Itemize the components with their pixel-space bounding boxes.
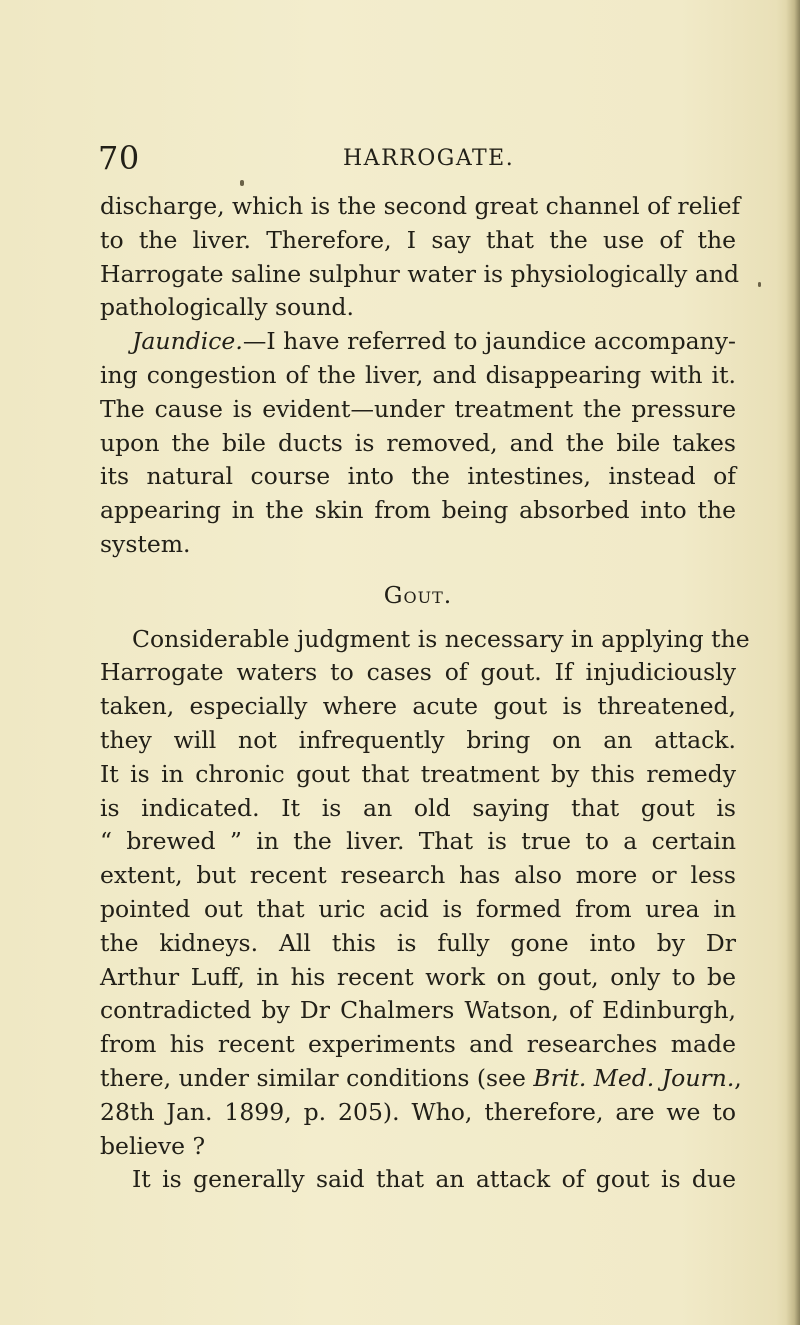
text-line: ing congestion of the liver, and disappearing with it. — [100, 360, 736, 389]
text-line: pointed out that uric acid is formed from urea in — [100, 894, 736, 923]
text-line: to the liver. Therefore, I say that the use of the — [100, 225, 736, 254]
citation-after: , — [734, 1063, 742, 1092]
text-line: Considerable judgment is necessary in applying the — [132, 624, 750, 653]
text-line: taken, especially where acute gout is threatened, — [100, 692, 736, 721]
jaundice-first-line-rest: —I have referred to jaundice accompany- — [242, 327, 736, 356]
text-line: discharge, which is the second great channel of relief — [100, 192, 741, 220]
text-line: contradicted by Dr Chalmers Watson, of Edinburgh, — [100, 996, 736, 1025]
text-line: is indicated. It is an old saying that gout is — [100, 793, 736, 822]
text-line: they will not infrequently bring on an attack. — [100, 725, 736, 754]
page-number: 70 — [98, 139, 140, 177]
text-line: Harrogate saline sulphur water is physiologically and — [100, 259, 740, 288]
page-edge-shadow — [786, 0, 800, 1325]
text-line: The cause is evident—under treatment the pressure — [100, 394, 736, 423]
citation-journal: Brit. Med. Journ. — [533, 1063, 735, 1092]
text-line: It is in chronic gout that treatment by this remedy — [100, 759, 736, 788]
text-line: 28th Jan. 1899, p. 205). Who, therefore, are we to — [100, 1097, 736, 1126]
citation-before: there, under similar conditions (see — [100, 1063, 534, 1092]
page-header — [98, 138, 778, 178]
text-line: extent, but recent research has also more or less — [100, 861, 736, 890]
text-line: the kidneys. All this is fully gone into by Dr — [100, 928, 736, 957]
body-text — [100, 190, 750, 1197]
text-line: “ brewed ” in the liver. That is true to a certain — [100, 827, 736, 856]
text-line: upon the bile ducts is removed, and the bile takes — [100, 428, 736, 457]
text-line: believe ? — [100, 1131, 206, 1160]
citation-line — [100, 1062, 742, 1096]
text-line: Arthur Luff, in his recent work on gout, only to be — [100, 962, 736, 991]
text-line: system. — [100, 529, 191, 558]
text-line: pathologically sound. — [100, 293, 354, 322]
text-line: It is generally said that an attack of gout is due — [132, 1165, 736, 1194]
text-line: from his recent experiments and researches made — [100, 1030, 736, 1059]
section-heading-gout: Gout. — [383, 580, 453, 609]
running-head: HARROGATE. — [343, 146, 515, 171]
text-line: Harrogate waters to cases of gout. If injudiciously — [100, 658, 736, 687]
ink-speck — [240, 180, 244, 186]
jaundice-first-line — [100, 325, 736, 359]
jaundice-label: Jaundice. — [132, 327, 243, 356]
ink-speck — [758, 282, 761, 287]
text-line: appearing in the skin from being absorbed into the — [100, 496, 736, 525]
text-line: its natural course into the intestines, instead of — [100, 462, 736, 491]
